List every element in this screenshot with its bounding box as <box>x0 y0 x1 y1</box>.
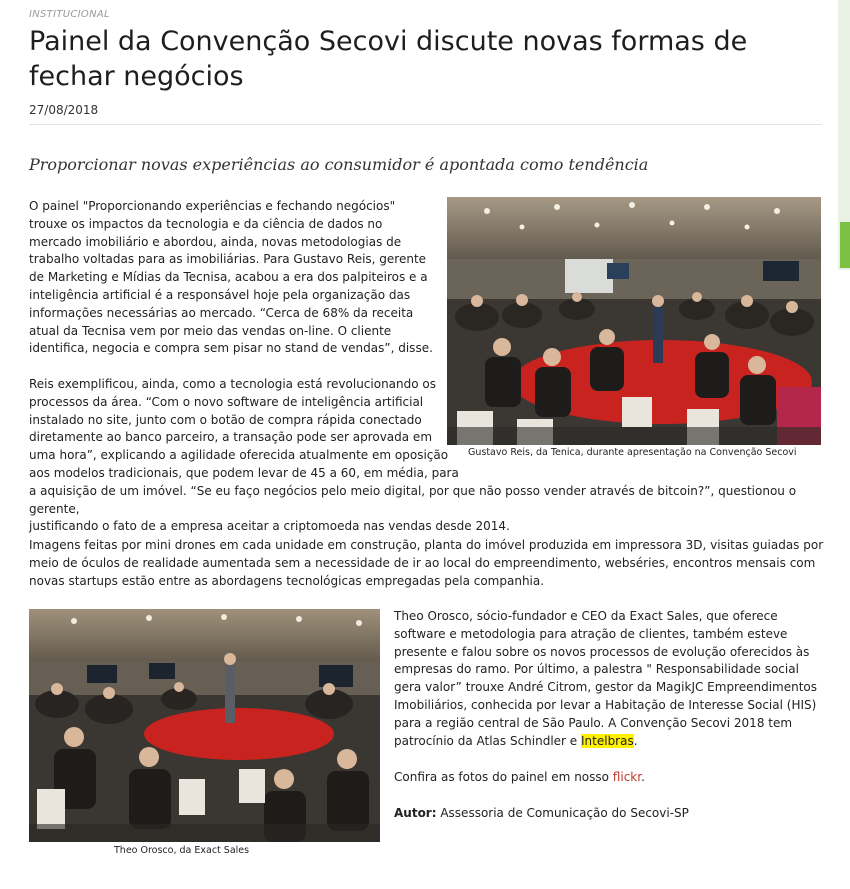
paragraph-5 <box>394 769 822 787</box>
paragraph-2-line: uma hora”, explicando a agilidade oferecida atualmente em oposição <box>29 448 449 463</box>
paragraph-4-text <box>394 608 822 750</box>
paragraph-4-end: . <box>633 733 638 748</box>
paragraph-1 <box>29 198 434 358</box>
article-title: Painel da Convenção Secovi discute novas formas de fechar negócios <box>29 26 748 92</box>
paragraph-4-main: Theo Orosco, sócio-fundador e CEO da Exact Sales, que oferece software e metodologia para atração de clientes, também esteve presente e falou sobre os novos processos de evolução oferecidos às empresas do ramo. Por último, a palestra " Responsabilidade social gera valor” trouxe André Citrom, gestor da MagikJC Empreendimentos Imobiliários, conhecida por levar a Habitação de Interesse Social (HIS) para a região central de São Paulo. A Convenção Secovi 2018 tem patrocínio da Atlas Schindler e <box>394 609 818 748</box>
photo-2-caption: Theo Orosco, da Exact Sales <box>114 845 250 856</box>
category-label[interactable]: INSTITUCIONAL <box>29 9 110 20</box>
sidebar-green-bar <box>840 222 850 268</box>
paragraph-3 <box>29 537 829 590</box>
paragraph-2-line: justificando o fato de a empresa aceitar a criptomoeda nas vendas desde 2014. <box>29 519 510 534</box>
paragraph-4 <box>394 608 822 750</box>
paragraph-2-line: aos modelos tradicionais, que podem levar de 45 a 60, em média, para <box>29 465 459 480</box>
sponsor-highlight: Intelbras <box>581 733 634 748</box>
author-label: Autor: <box>394 806 437 820</box>
paragraph-2-line: processos da área. “Com o novo software de inteligência artificial <box>29 394 424 409</box>
paragraph-5-text <box>394 769 822 787</box>
paragraph-2-line: Reis exemplificou, ainda, como a tecnologia está revolucionando os <box>29 377 436 391</box>
photo-1-caption: Gustavo Reis, da Tenica, durante apresentação na Convenção Secovi <box>468 447 797 458</box>
article-subtitle: Proporcionar novas experiências ao consumidor é apontada como tendência <box>29 155 649 174</box>
paragraph-2-line: instalado no site, junto com o botão de compra rápida conectado <box>29 412 422 427</box>
photo-theo-orosco <box>29 609 380 842</box>
sidebar-edge <box>838 0 850 270</box>
paragraph-1-text: O painel "Proporcionando experiências e fechando negócios" trouxe os impactos da tecnologia e da ciência de dados no mercado imobiliário e abordou, ainda, novas metodologias de trabalho voltadas para as imobiliárias. Para Gustavo Reis, gerente de Marketing e Mídias da Tecnisa, acabou a era dos palpiteiros e a inteligência artificial é a responsável hoje pela organização das informações necessárias ao mercado. “Cerca de 68% da receita atual da Tecnisa vem por meio das vendas on-line. O cliente identifica, negocia e compra sem pisar no stand de vendas”, disse. <box>29 199 433 356</box>
header-divider <box>29 124 822 125</box>
paragraph-2-line: diretamente ao banco parceiro, a transação pode ser aprovada em <box>29 430 433 445</box>
paragraph-5-end: . <box>641 770 645 784</box>
flickr-link[interactable]: flickr <box>612 770 642 784</box>
paragraph-5-lead: Confira as fotos do painel em nosso <box>394 770 613 784</box>
publish-date: 27/08/2018 <box>29 103 99 117</box>
paragraph-2-line: a aquisição de um imóvel. “Se eu faço negócios pelo meio digital, por que não posso vender através de bitcoin?”, questionou o gerente, <box>29 483 797 516</box>
author-name: Assessoria de Comunicação do Secovi-SP <box>436 806 689 820</box>
paragraph-3-text: Imagens feitas por mini drones em cada unidade em construção, planta do imóvel produzida em impressora 3D, visitas guiadas por meio de óculos de realidade aumentada sem a necessidade de ir ao local do empreendimento, webséries, encontros mensais com novas startups estão entre as abordagens tecnológicas empregadas pela companhia. <box>29 538 824 588</box>
photo-gustavo-reis <box>447 197 821 445</box>
author-line <box>394 805 822 823</box>
